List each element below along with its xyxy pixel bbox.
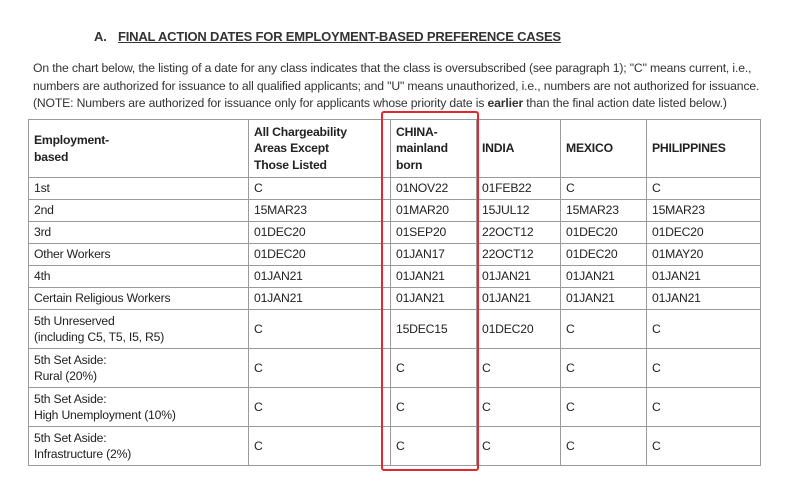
date-cell: 15JUL12 — [477, 200, 561, 222]
date-cell: C — [561, 388, 647, 427]
intro-text: On the chart below, the listing of a date for any class indicates that the class is oversubscribed (see paragraph 1); "C" means current, i.e., numbers are authorized for issuance to all qualified applicants; and "U" means unauthorized, i.e., numbers are not authorized for issuance. (NOTE: Numbers are authorized for issuance only for applicants whose priority date is — [33, 61, 760, 110]
date-cell: 01DEC20 — [647, 222, 761, 244]
date-cell: 15MAR23 — [561, 200, 647, 222]
table-header-row — [29, 120, 761, 178]
row-label: 5th Set Aside: Infrastructure (2%) — [29, 427, 249, 466]
row-label: 5th Set Aside: Rural (20%) — [29, 349, 249, 388]
date-cell: C — [647, 349, 761, 388]
table-row — [29, 222, 761, 244]
date-cell: 01JAN21 — [391, 266, 477, 288]
date-cell: 01DEC20 — [477, 310, 561, 349]
section-heading — [94, 29, 561, 44]
row-label: 5th Unreserved (including C5, T5, I5, R5) — [29, 310, 249, 349]
table-row — [29, 310, 761, 349]
date-cell: C — [647, 388, 761, 427]
date-cell: 01JAN21 — [647, 288, 761, 310]
date-cell: C — [647, 427, 761, 466]
date-cell: C — [647, 178, 761, 200]
date-cell: 15MAR23 — [249, 200, 391, 222]
column-header: All Chargeability Areas Except Those Listed — [249, 120, 391, 178]
table-row — [29, 178, 761, 200]
date-cell: C — [561, 427, 647, 466]
date-cell: 15MAR23 — [647, 200, 761, 222]
date-cell: C — [391, 427, 477, 466]
date-cell: C — [391, 349, 477, 388]
date-cell: C — [249, 310, 391, 349]
row-label: 4th — [29, 266, 249, 288]
date-cell: 01JAN21 — [647, 266, 761, 288]
intro-bold-text: earlier — [487, 96, 524, 110]
date-cell: C — [477, 388, 561, 427]
date-cell: 15DEC15 — [391, 310, 477, 349]
date-cell: C — [561, 349, 647, 388]
section-title: FINAL ACTION DATES FOR EMPLOYMENT-BASED PREFERENCE CASES — [118, 29, 561, 44]
date-cell: 01DEC20 — [561, 244, 647, 266]
table-row — [29, 244, 761, 266]
intro-paragraph — [33, 60, 773, 113]
row-label: Certain Religious Workers — [29, 288, 249, 310]
date-cell: 01SEP20 — [391, 222, 477, 244]
date-cell: 01FEB22 — [477, 178, 561, 200]
table-row — [29, 427, 761, 466]
final-action-dates-table — [28, 119, 761, 466]
date-cell: 01JAN21 — [391, 288, 477, 310]
row-label: 3rd — [29, 222, 249, 244]
date-cell: C — [249, 427, 391, 466]
date-cell: C — [647, 310, 761, 349]
column-header: MEXICO — [561, 120, 647, 178]
table-row — [29, 266, 761, 288]
date-cell: 01JAN21 — [249, 266, 391, 288]
date-cell: 01MAR20 — [391, 200, 477, 222]
date-cell: 01JAN21 — [561, 288, 647, 310]
date-cell: C — [391, 388, 477, 427]
table-header — [29, 120, 761, 178]
date-cell: 01DEC20 — [249, 244, 391, 266]
table-row — [29, 388, 761, 427]
date-cell: 01MAY20 — [647, 244, 761, 266]
table-row — [29, 200, 761, 222]
row-label: 5th Set Aside: High Unemployment (10%) — [29, 388, 249, 427]
date-cell: C — [561, 178, 647, 200]
date-cell: 01JAN21 — [477, 288, 561, 310]
section-number: A. — [94, 29, 107, 44]
row-label: 1st — [29, 178, 249, 200]
date-cell: C — [249, 178, 391, 200]
table-row — [29, 288, 761, 310]
column-header: Employment- based — [29, 120, 249, 178]
date-cell: C — [249, 388, 391, 427]
date-cell: 22OCT12 — [477, 222, 561, 244]
date-cell: C — [249, 349, 391, 388]
column-header: CHINA- mainland born — [391, 120, 477, 178]
date-cell: 01DEC20 — [249, 222, 391, 244]
date-cell: C — [561, 310, 647, 349]
date-cell: 01JAN21 — [249, 288, 391, 310]
date-cell: 01JAN21 — [477, 266, 561, 288]
row-label: 2nd — [29, 200, 249, 222]
column-header: PHILIPPINES — [647, 120, 761, 178]
date-cell: 01NOV22 — [391, 178, 477, 200]
table-body — [29, 178, 761, 466]
table-row — [29, 349, 761, 388]
date-cell: 01DEC20 — [561, 222, 647, 244]
date-cell: C — [477, 427, 561, 466]
date-cell: C — [477, 349, 561, 388]
date-cell: 01JAN21 — [561, 266, 647, 288]
intro-text-end: than the final action date listed below.) — [523, 96, 727, 110]
row-label: Other Workers — [29, 244, 249, 266]
date-cell: 01JAN17 — [391, 244, 477, 266]
date-cell: 22OCT12 — [477, 244, 561, 266]
column-header: INDIA — [477, 120, 561, 178]
